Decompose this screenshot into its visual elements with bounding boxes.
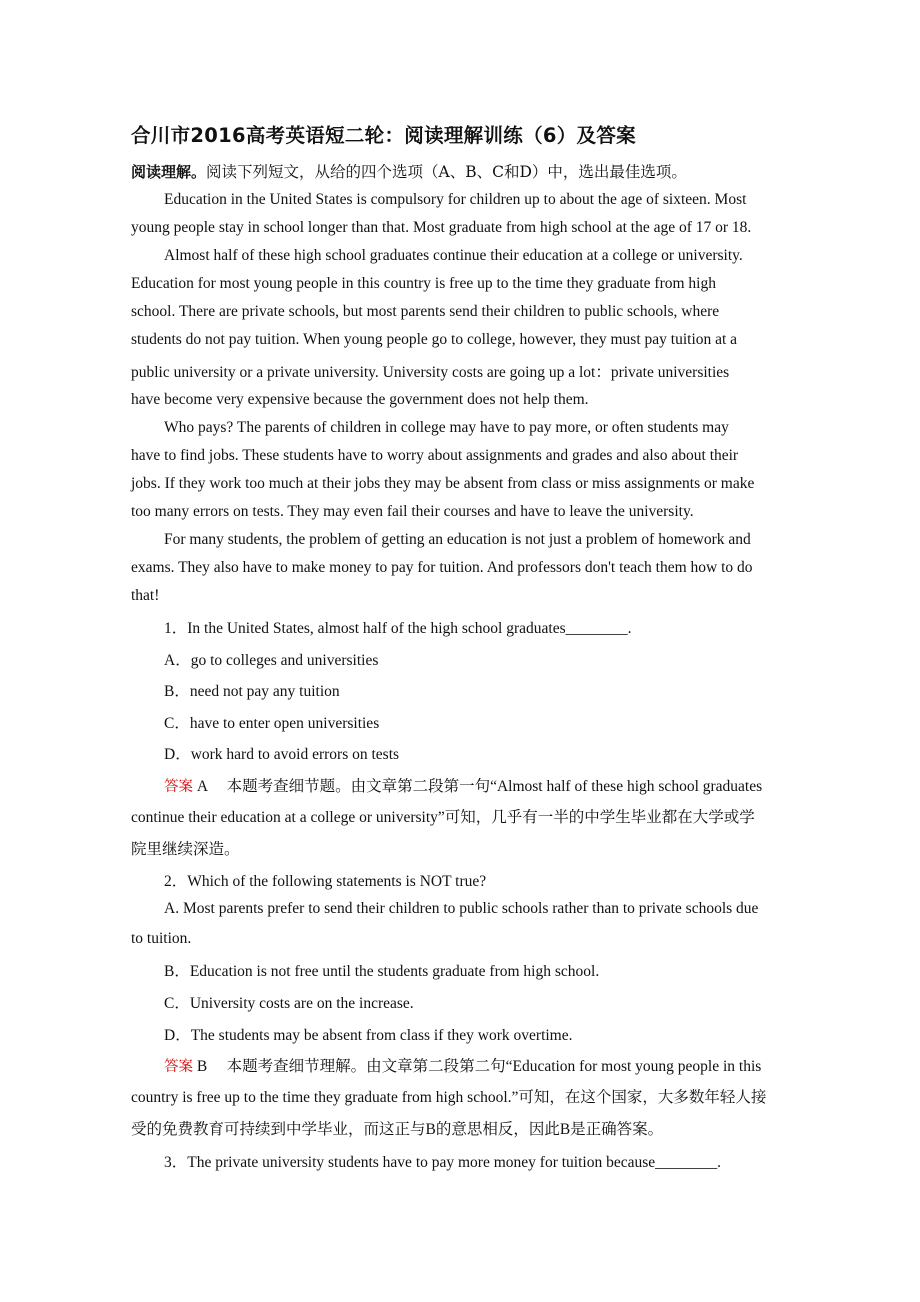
option-c: C．have to enter open universities (164, 715, 380, 732)
passage-line: school. There are private schools, but most parents send their children to public schools, where (131, 303, 720, 320)
option-d: D．work hard to avoid errors on tests (164, 746, 400, 763)
answer-explanation-line: continue their education at a college or university”可知，几乎有一半的中学生毕业都在大学或学 (131, 809, 755, 826)
section-intro (131, 160, 687, 182)
option-b: B．need not pay any tuition (164, 683, 340, 700)
instruction-text: 阅读下列短文，从给的四个选项（A、B、C和D）中，选出最佳选项。 (206, 163, 687, 181)
question-stem: 2．Which of the following statements is NOT true? (164, 873, 487, 890)
passage-line: Education for most young people in this country is free up to the time they graduate from high (131, 275, 716, 292)
passage-line: have to find jobs. These students have to worry about assignments and grades and also about their (131, 447, 739, 464)
passage-line: too many errors on tests. They may even fail their courses and have to leave the university. (131, 503, 694, 520)
answer-explanation-line: country is free up to the time they graduate from high school.”可知，在这个国家，大多数年轻人接 (131, 1089, 767, 1106)
passage-line: public university or a private university. University costs are going up a lot：private universities (131, 364, 730, 381)
passage-line: Almost half of these high school graduates continue their education at a college or university. (164, 247, 743, 264)
passage-line: have become very expensive because the government does not help them. (131, 391, 589, 408)
option-b: B．Education is not free until the students graduate from high school. (164, 963, 600, 980)
answer-explanation-line: 院里继续深造。 (131, 841, 240, 858)
answer-label: 答案 (164, 779, 193, 795)
answer-explanation (164, 1054, 761, 1076)
passage-line: Who pays? The parents of children in college may have to pay more, or often students may (164, 419, 729, 436)
answer-text: B 本题考查细节理解。由文章第二段第二句“Education for most young people in this (196, 1058, 762, 1075)
passage-line: young people stay in school longer than that. Most graduate from high school at the age of 17 or 18. (131, 219, 752, 236)
page-title: 合川市2016高考英语短二轮：阅读理解训练（6）及答案 (131, 124, 636, 147)
passage-line: that! (131, 587, 160, 604)
option-a-continued: to tuition. (131, 930, 192, 947)
passage-line: exams. They also have to make money to pay for tuition. And professors don't teach them how to do (131, 559, 753, 576)
answer-text: A 本题考查细节题。由文章第二段第一句“Almost half of these high school graduates (196, 778, 763, 795)
answer-label: 答案 (164, 1059, 193, 1075)
passage-line: jobs. If they work too much at their jobs they may be absent from class or miss assignments or make (131, 475, 755, 492)
passage-line: For many students, the problem of getting an education is not just a problem of homework and (164, 531, 751, 548)
option-a: A．go to colleges and universities (164, 652, 379, 669)
option-d: D．The students may be absent from class if they work overtime. (164, 1027, 573, 1044)
question-stem: 3．The private university students have to pay more money for tuition because________. (164, 1154, 722, 1171)
option-a: A. Most parents prefer to send their children to public schools rather than to private schools due (164, 900, 759, 917)
passage-line: Education in the United States is compulsory for children up to about the age of sixteen. Most (164, 191, 747, 208)
option-c: C．University costs are on the increase. (164, 995, 414, 1012)
answer-explanation-line: 受的免费教育可持续到中学毕业，而这正与B的意思相反，因此B是正确答案。 (131, 1121, 664, 1138)
question-stem: 1．In the United States, almost half of the high school graduates________. (164, 620, 632, 637)
section-heading: 阅读理解。 (131, 163, 207, 181)
passage-line: students do not pay tuition. When young people go to college, however, they must pay tuition at a (131, 331, 738, 348)
answer-explanation (164, 774, 762, 796)
